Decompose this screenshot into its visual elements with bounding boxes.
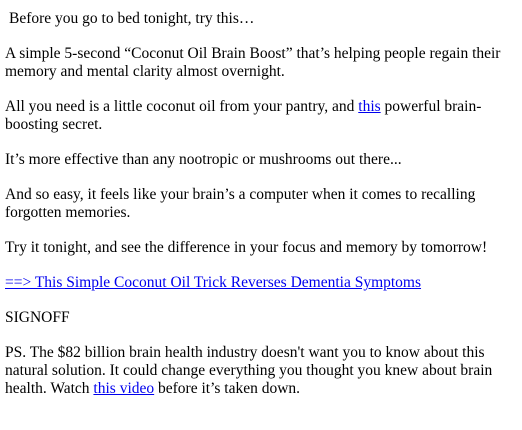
- ps-text-after: before it’s taken down.: [154, 380, 301, 397]
- pantry-paragraph: [5, 98, 511, 134]
- pantry-text-before: All you need is a little coconut oil from your pantry, and: [5, 98, 359, 115]
- this-link[interactable]: this: [358, 98, 381, 115]
- easy-paragraph: And so easy, it feels like your brain’s a computer when it comes to recalling forgotten memories.: [5, 186, 476, 221]
- cta-paragraph: [5, 274, 511, 292]
- intro-paragraph: A simple 5-second “Coconut Oil Brain Boost” that’s helping people regain their memory and mental clarity almost overnight.: [5, 45, 501, 80]
- cta-link[interactable]: ==> This Simple Coconut Oil Trick Reverses Dementia Symptoms: [5, 274, 422, 291]
- ps-paragraph: [5, 344, 511, 398]
- pantry-text-after: powerful brain-boosting secret.: [5, 98, 482, 133]
- effectiveness-paragraph: It’s more effective than any nootropic or mushrooms out there...: [5, 151, 402, 168]
- ps-text-before: PS. The $82 billion brain health industry doesn't want you to know about this natural solution. It could change everything you thought you knew about brain health. Watch: [5, 344, 493, 397]
- greeting-line: Before you go to bed tonight, try this…: [9, 10, 255, 27]
- signoff: SIGNOFF: [5, 309, 70, 326]
- try-tonight-paragraph: Try it tonight, and see the difference in your focus and memory by tomorrow!: [5, 239, 488, 256]
- email-body: [5, 0, 511, 398]
- video-link[interactable]: this video: [93, 380, 155, 397]
